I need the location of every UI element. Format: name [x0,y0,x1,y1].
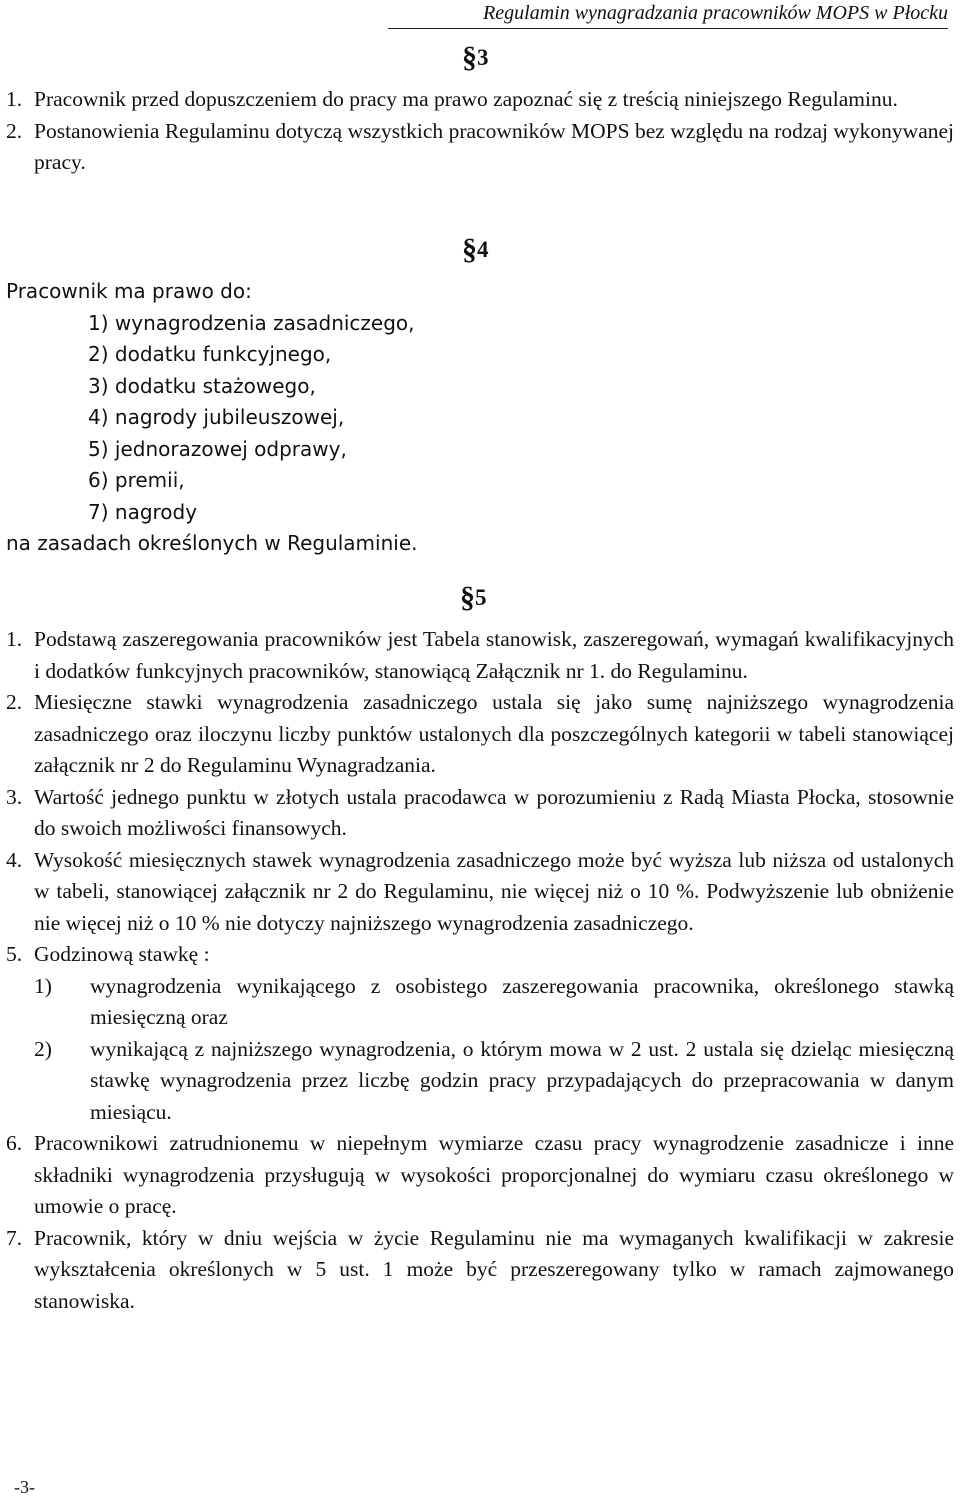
list-item: 1) wynagrodzenia zasadniczego, [88,310,415,335]
list-item: 6) premii, [88,468,185,492]
section-number: 3 [477,45,489,70]
list-item: 1. Pracownik przed dopuszczeniem do pracy ma prawo zapoznać się z treścią niniejszego Regulaminu. [6,87,898,111]
section-sign-icon: § [462,233,477,266]
section-sign-icon: § [462,41,477,74]
section-4-content [6,276,954,560]
section-4-heading [462,233,489,266]
section-3-heading [462,41,489,74]
sub-list-item: 1) wynagrodzenia wynikającego z osobistego zaszeregowania pracownika, określonego stawką miesięczną oraz [34,973,954,1029]
section-number: 5 [475,585,487,610]
section-5-list [6,624,954,1317]
section-5-heading [460,581,487,614]
list-item: 6. Pracownikowi zatrudnionemu w niepełnym wymiarze czasu pracy wynagrodzenie zasadnicze i inne składniki wynagrodzenia przysługują w wysokości proporcjonalnej do wymiaru czasu określonego w umowie o pracę. [6,1131,954,1218]
list-item: 3. Wartość jednego punktu w złotych ustala pracodawca w porozumieniu z Radą Miasta Płocka, stosownie do swoich możliwości finansowych. [6,784,954,840]
list-item: 4) nagrody jubileuszowej, [88,405,345,429]
list-item: 4. Wysokość miesięcznych stawek wynagrodzenia zasadniczego może być wyższa lub niższa od ustalonych w tabeli, stanowiącej załącznik nr 2 do Regulaminu, nie więcej niż o 10 %. Podwyższenie lub obniżenie nie więcej niż o 10 % nie dotyczy najniższego wynagrodzenia zasadniczego. [6,847,954,935]
sub-list-item: 2) wynikającą z najniższego wynagrodzenia, o którym mowa w 2 ust. 2 ustala się dzieląc miesięczną stawkę wynagrodzenia przez liczbę godzin pracy przypadających do przepracowania w danym miesiącu. [34,1036,954,1124]
running-header: Regulamin wynagradzania pracowników MOPS w Płocku [388,0,948,29]
section-number: 4 [477,237,489,262]
list-item: 2. Postanowienia Regulaminu dotyczą wszystkich pracowników MOPS bez względu na rodzaj wykonywanej pracy. [6,118,954,174]
list-item: 2. Miesięczne stawki wynagrodzenia zasadniczego ustala się jako sumę najniższego wynagrodzenia zasadniczego oraz iloczynu liczby punktów ustalonych dla poszczególnych kategorii w tabeli stanowiącej załącznik nr 2 do Regulaminu Wynagradzania. [6,690,954,777]
list-item: 1. Podstawą zaszeregowania pracowników jest Tabela stanowisk, zaszeregowań, wymagań kwalifikacyjnych i dodatków funkcyjnych pracowników, stanowiącą Załącznik nr 1. do Regulaminu. [6,627,954,683]
list-item: 3) dodatku stażowego, [88,373,316,398]
section-sign-icon: § [460,581,475,614]
list-item: 2) dodatku funkcyjnego, [88,342,332,366]
list-item: 7) nagrody [88,499,198,524]
section-4-intro: Pracownik ma prawo do: [6,279,252,303]
page-number: -3- [14,1477,35,1497]
list-item: 5. Godzinową stawkę : [6,942,210,966]
list-item: 5) jednorazowej odprawy, [88,436,347,461]
section-3-list [6,84,954,179]
section-4-outro: na zasadach określonych w Regulaminie. [6,531,418,555]
entitlement-list [6,308,954,529]
list-item: 7. Pracownik, który w dniu wejścia w życie Regulaminu nie ma wymaganych kwalifikacji w zakresie wykształcenia określonych w 5 ust. 1 może być przeszeregowany tylko w ramach zajmowanego stanowiska. [6,1225,954,1313]
